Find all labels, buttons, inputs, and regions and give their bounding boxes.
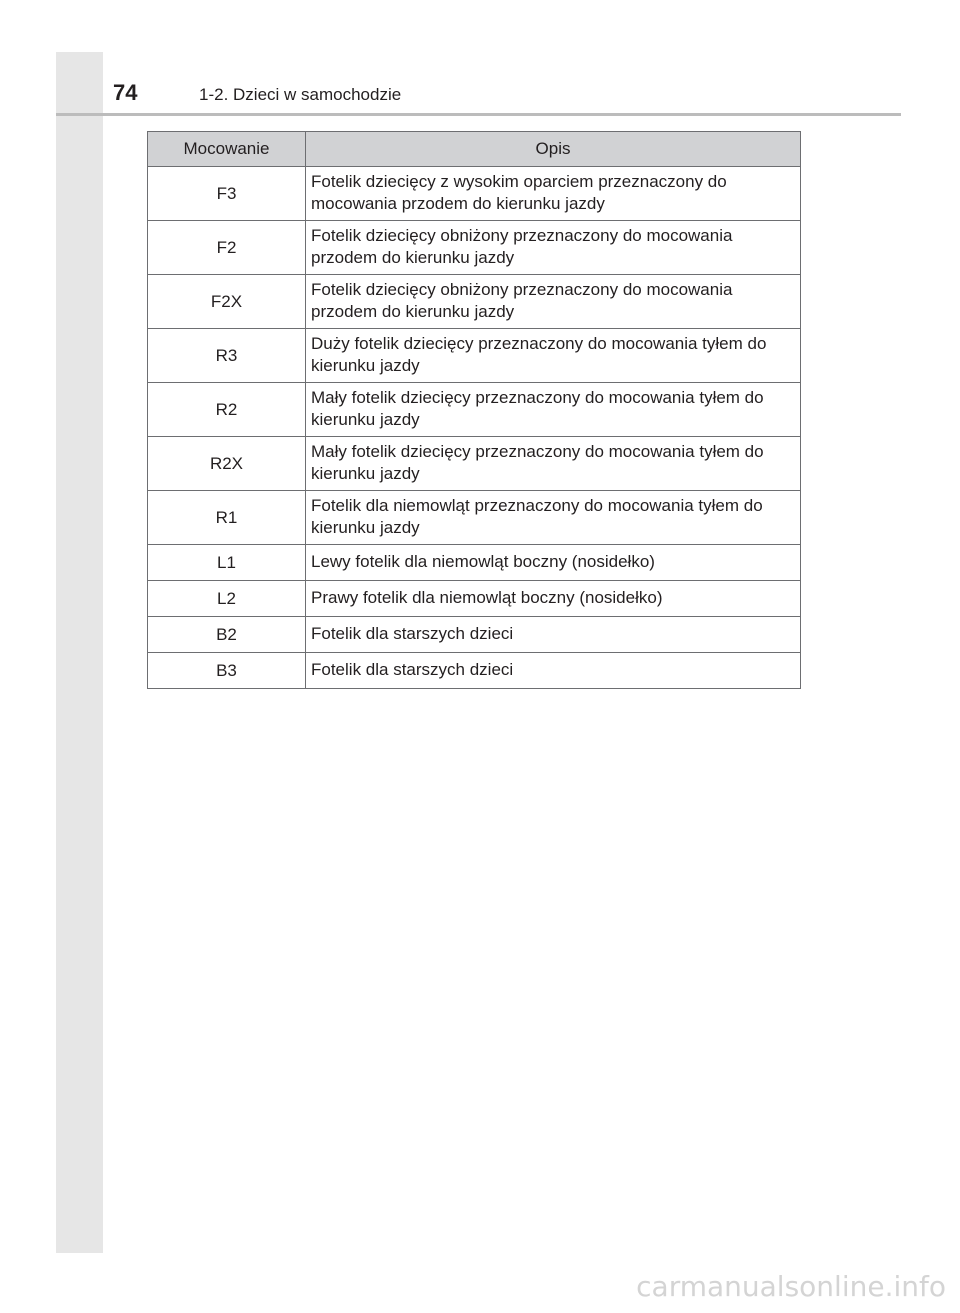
mounting-description: Fotelik dziecięcy z wysokim oparciem przeznaczony do mocowania przodem do kierunku jazdy <box>306 167 801 221</box>
mounting-code: F3 <box>148 167 306 221</box>
mounting-description: Fotelik dla starszych dzieci <box>306 617 801 653</box>
table-row <box>148 617 801 653</box>
table-row <box>148 383 801 437</box>
section-title: 1-2. Dzieci w samochodzie <box>199 85 402 104</box>
table-row <box>148 581 801 617</box>
mounting-description: Prawy fotelik dla niemowląt boczny (nosidełko) <box>306 581 801 617</box>
table-row <box>148 437 801 491</box>
mounting-code: B2 <box>148 617 306 653</box>
table-row <box>148 545 801 581</box>
mounting-code: F2 <box>148 221 306 275</box>
watermark: carmanualsonline.info <box>636 1270 946 1303</box>
column-header-description: Opis <box>306 132 801 167</box>
mounting-description: Lewy fotelik dla niemowląt boczny (nosidełko) <box>306 545 801 581</box>
table-row <box>148 491 801 545</box>
side-margin-bar <box>56 52 103 1253</box>
header-divider <box>56 113 901 116</box>
column-header-mounting: Mocowanie <box>148 132 306 167</box>
table-row <box>148 653 801 689</box>
mounting-description: Fotelik dla niemowląt przeznaczony do mocowania tyłem do kierunku jazdy <box>306 491 801 545</box>
mounting-table <box>147 131 801 689</box>
mounting-code: R1 <box>148 491 306 545</box>
mounting-description: Fotelik dziecięcy obniżony przeznaczony do mocowania przodem do kierunku jazdy <box>306 221 801 275</box>
table-row <box>148 221 801 275</box>
mounting-description: Duży fotelik dziecięcy przeznaczony do mocowania tyłem do kierunku jazdy <box>306 329 801 383</box>
mounting-code: F2X <box>148 275 306 329</box>
mounting-code: L1 <box>148 545 306 581</box>
table-header-row <box>148 132 801 167</box>
mounting-code: B3 <box>148 653 306 689</box>
mounting-description: Mały fotelik dziecięcy przeznaczony do mocowania tyłem do kierunku jazdy <box>306 383 801 437</box>
mounting-code: R3 <box>148 329 306 383</box>
mounting-description: Fotelik dla starszych dzieci <box>306 653 801 689</box>
table-row <box>148 275 801 329</box>
page-number: 74 <box>113 80 138 105</box>
table-row <box>148 329 801 383</box>
mounting-description: Fotelik dziecięcy obniżony przeznaczony do mocowania przodem do kierunku jazdy <box>306 275 801 329</box>
mounting-code: R2X <box>148 437 306 491</box>
table-row <box>148 167 801 221</box>
mounting-code: R2 <box>148 383 306 437</box>
mounting-description: Mały fotelik dziecięcy przeznaczony do mocowania tyłem do kierunku jazdy <box>306 437 801 491</box>
mounting-code: L2 <box>148 581 306 617</box>
